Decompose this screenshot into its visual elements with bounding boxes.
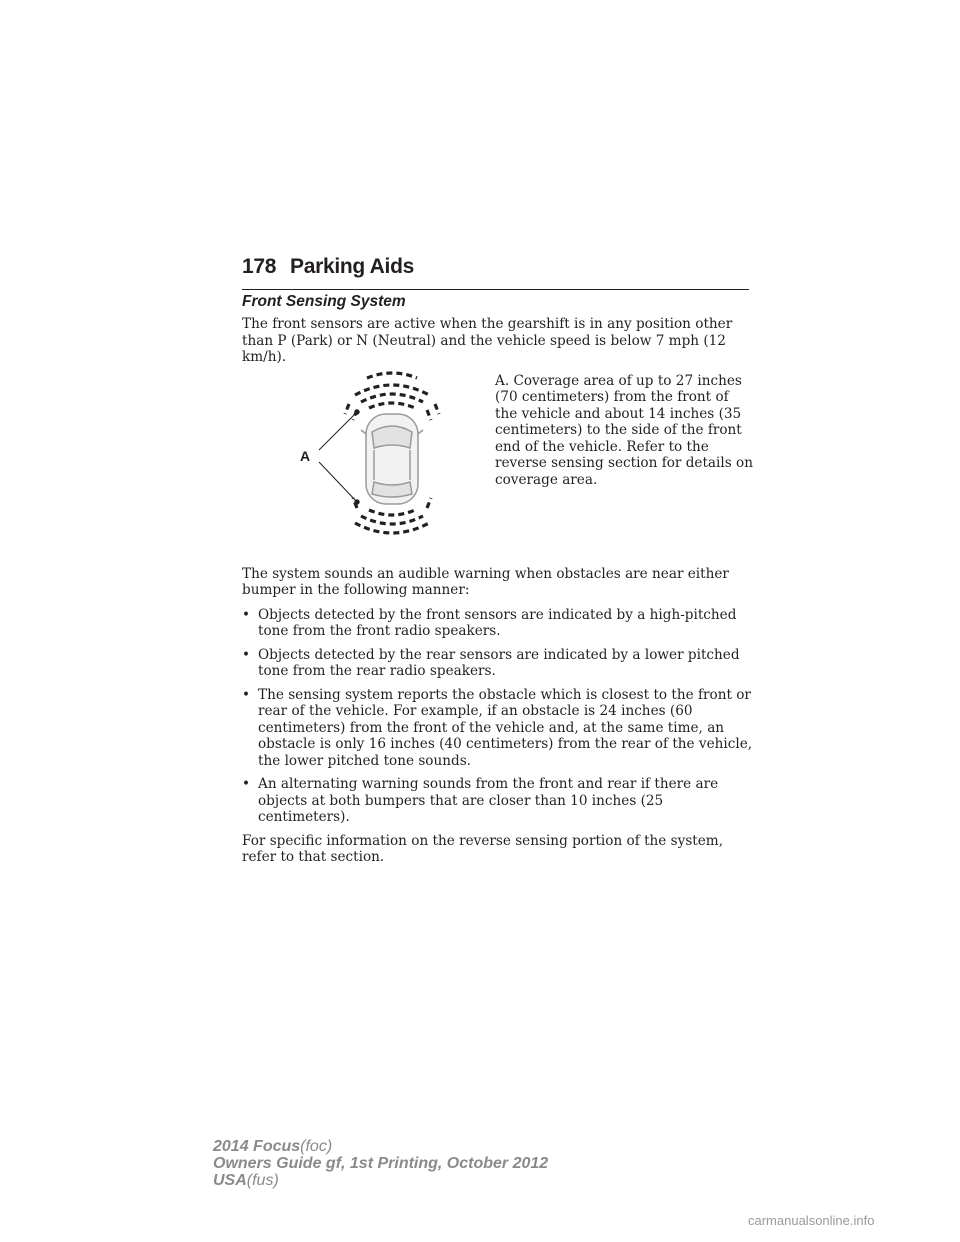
list-item-text: The sensing system reports the obstacle which is closest to the front or rear of the vehicle. For example, if an obstacle is 24 inches (60 centimeters) from the front of the vehicle and, at the same time, an obstacle is only 16 inches (40 centimeters) from the rear of the vehicle, the lower pitched tone sounds. bbox=[258, 686, 753, 769]
bullet-glyph: • bbox=[242, 646, 251, 663]
bullet-glyph: • bbox=[242, 686, 251, 703]
page-number: 178 bbox=[242, 255, 277, 278]
list-item-text: Objects detected by the rear sensors are indicated by a lower pitched tone from the rear radio speakers. bbox=[258, 646, 740, 679]
bullet-glyph: • bbox=[242, 776, 251, 792]
figure-caption: A. Coverage area of up to 27 inches (70 centimeters) from the front of the vehicle and about 14 inches (35 centimeters) to the side of the front end of the vehicle. Refer to the reverse sensing section for details on coverage area. bbox=[495, 372, 753, 488]
callout-label-a: A bbox=[300, 447, 311, 464]
bullet-glyph: • bbox=[242, 606, 251, 623]
page-content bbox=[242, 293, 757, 874]
list-item-text: An alternating warning sounds from the front and rear if there are objects at both bumpers that are closer than 10 inches (25 centimeters). bbox=[258, 776, 719, 825]
site-watermark: carmanualsonline.info bbox=[748, 1213, 875, 1228]
footer-model-code: (foc) bbox=[300, 1138, 333, 1155]
footer-guide: Owners Guide gf, 1st Printing, October 2012 bbox=[213, 1155, 549, 1172]
callout-leaders bbox=[319, 409, 359, 503]
warning-intro: The system sounds an audible warning when obstacles are near either bumper in the following manner: bbox=[242, 565, 729, 598]
vehicle-sensor-diagram bbox=[297, 370, 487, 548]
section-title: Front Sensing System bbox=[242, 293, 406, 310]
warning-list bbox=[242, 607, 757, 826]
footer-line-market bbox=[213, 1172, 548, 1189]
list-item-text: Objects detected by the front sensors are indicated by a high-pitched tone from the front radio speakers. bbox=[258, 606, 737, 639]
list-item bbox=[242, 647, 757, 680]
car-outline bbox=[361, 414, 423, 504]
document-footer bbox=[213, 1138, 548, 1189]
page-header bbox=[242, 255, 749, 290]
closing-paragraph: For specific information on the reverse sensing portion of the system, refer to that section. bbox=[242, 832, 724, 865]
footer-market: USA bbox=[213, 1172, 247, 1189]
footer-model: 2014 Focus bbox=[213, 1138, 301, 1155]
list-item bbox=[242, 607, 757, 640]
intro-paragraph: The front sensors are active when the gearshift is in any position other than P (Park) or N (Neutral) and the vehicle speed is below 7 mph (12 km/h). bbox=[242, 316, 733, 365]
list-item bbox=[242, 687, 757, 770]
chapter-title: Parking Aids bbox=[290, 255, 414, 278]
figure-block bbox=[242, 370, 757, 560]
footer-line-model bbox=[213, 1138, 548, 1155]
list-item bbox=[242, 776, 757, 826]
footer-market-code: (fus) bbox=[246, 1172, 279, 1189]
